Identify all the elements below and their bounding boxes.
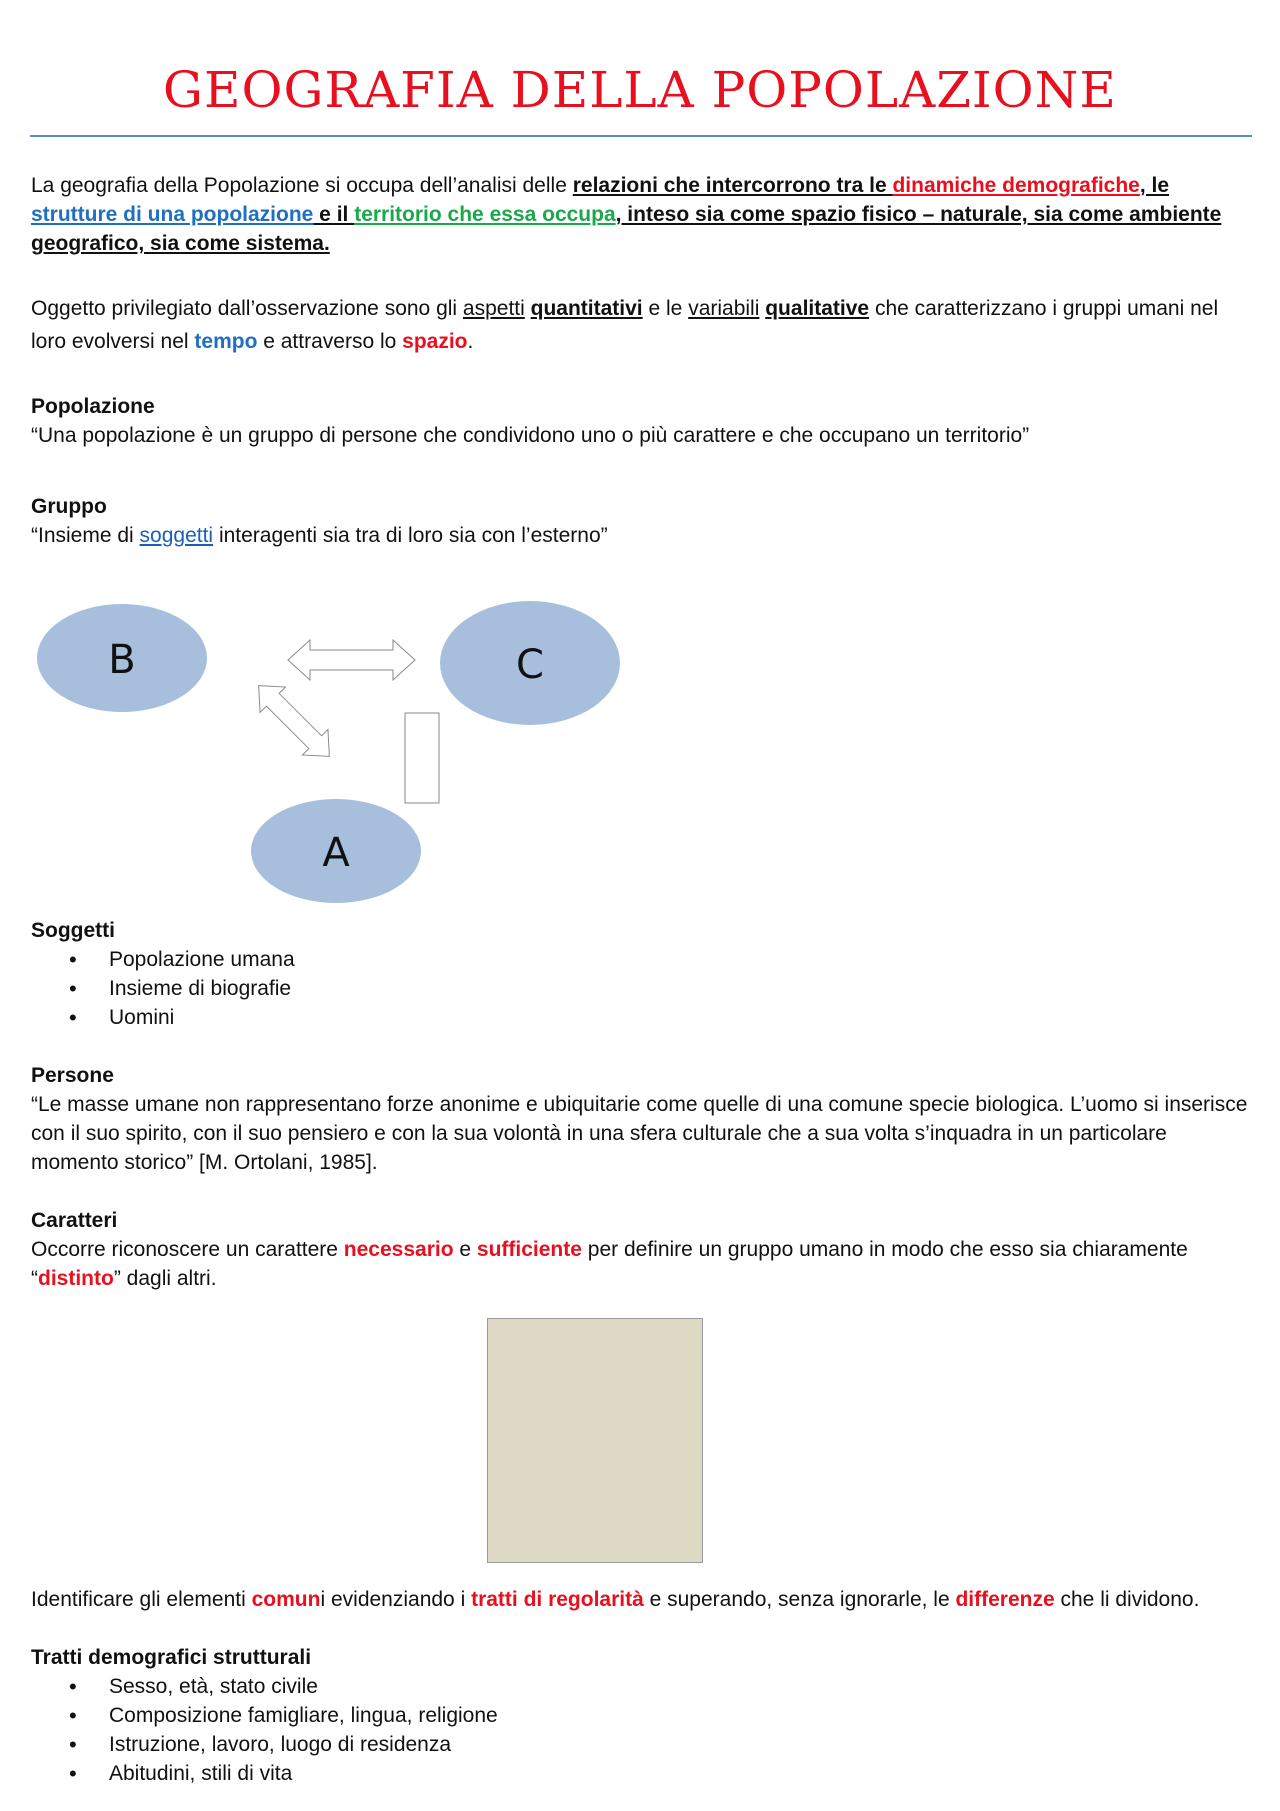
tratti-list (31, 1672, 1253, 1788)
oggetto-qualitative: qualitative (765, 297, 870, 320)
identificare-text-1: Identificare gli elementi (31, 1588, 252, 1611)
list-item: • Abitudini, stili di vita (31, 1759, 1253, 1788)
oggetto-aspetti: aspetti (462, 297, 525, 320)
popolazione-definition: “Una popolazione è un gruppo di persone che condividono uno o più carattere e che occupano un territorio” (31, 424, 1030, 447)
list-item: • Sesso, età, stato civile (31, 1672, 1253, 1701)
intro-text-1: La geografia della Popolazione si occupa dell’analisi delle (31, 174, 573, 197)
oggetto-text-5: e le (642, 297, 689, 320)
gruppo-section (31, 492, 1253, 550)
caratteri-sufficiente: sufficiente (476, 1238, 582, 1261)
caratteri-necessario: necessario (343, 1238, 454, 1261)
oggetto-text-9: che caratterizzano i gruppi umani nel loro evolversi nel (31, 297, 1219, 353)
list-item: • Composizione famigliare, lingua, religione (31, 1701, 1253, 1730)
identificare-paragraph (31, 1585, 1253, 1614)
gruppo-definition (31, 521, 1253, 550)
persone-heading: Persone (31, 1064, 114, 1087)
caratteri-text-5: per definire un gruppo umano in modo che esso sia chiaramente “ (31, 1238, 1188, 1290)
identificare-text-3: i evidenziando i (320, 1588, 472, 1611)
list-item: • Uomini (31, 1003, 1253, 1032)
intro-paragraph (31, 171, 1253, 258)
soggetti-heading: Soggetti (31, 919, 115, 942)
intro-text-2: relazioni che intercorrono tra le (572, 174, 893, 197)
gruppo-text-3: interagenti sia tra di loro sia con l’esterno” (213, 524, 608, 547)
oggetto-variabili: variabili (688, 297, 760, 320)
caratteri-section (31, 1206, 1253, 1293)
intro-text-4: , le (1139, 174, 1170, 197)
tratti-heading: Tratti demografici strutturali (31, 1646, 312, 1669)
persone-quote: “Le masse umane non rappresentano forze anonime e ubiquitarie come quelle di una comune specie biologica. L’uomo si inserisce con il suo spirito, con il suo pensiero e con la sua volontà in una sfera culturale che a sua volta s’inquadra in un particolare momento storico” [M. Ortolani, 1985]. (31, 1093, 1248, 1174)
popolazione-heading: Popolazione (31, 395, 155, 418)
caratteri-text-1: Occorre riconoscere un carattere (31, 1238, 344, 1261)
oggetto-text-11: e attraverso lo (257, 330, 403, 353)
oggetto-text-1: Oggetto privilegiato dall’osservazione sono gli (31, 297, 463, 320)
popolazione-section (31, 392, 1253, 450)
intro-text-8: , inteso sia come spazio fisico – naturale, sia come ambiente geografico, sia come sistema. (31, 203, 1222, 255)
double-arrow-b-a-icon (246, 673, 342, 769)
soggetti-link[interactable]: soggetti (139, 524, 214, 547)
caratteri-text-7: ” dagli altri. (113, 1267, 217, 1290)
soggetti-section (31, 916, 1253, 1032)
identificare-text-5: e superando, senza ignorarle, le (643, 1588, 956, 1611)
caratteri-text (31, 1235, 1253, 1293)
tratti-section (31, 1643, 1253, 1788)
list-item: • Istruzione, lavoro, luogo di residenza (31, 1730, 1253, 1759)
node-c-label: C (516, 642, 544, 688)
oggetto-paragraph (31, 292, 1253, 358)
oggetto-tempo: tempo (194, 330, 258, 353)
caratteri-distinto: distinto (38, 1267, 114, 1290)
soggetti-list (31, 945, 1253, 1032)
double-arrow-b-c-icon (288, 640, 415, 680)
page-title: GEOGRAFIA DELLA POPOLAZIONE (163, 61, 1117, 119)
node-b-label: B (108, 637, 136, 683)
caratteri-heading: Caratteri (31, 1209, 118, 1232)
title-divider (30, 135, 1252, 137)
identificare-comun: comun (251, 1588, 321, 1611)
intro-text-6: e il (313, 203, 355, 226)
image-placeholder (487, 1318, 703, 1563)
intro-strutture: strutture di una popolazione (31, 203, 314, 226)
connector-a-c (405, 713, 439, 803)
list-item: • Insieme di biografie (31, 974, 1253, 1003)
intro-territorio: territorio che essa occupa (354, 203, 616, 226)
oggetto-text-13: . (467, 330, 474, 353)
oggetto-quantitativi: quantitativi (530, 297, 643, 320)
persone-section (31, 1061, 1253, 1177)
identificare-differenze: differenze (955, 1588, 1055, 1611)
oggetto-spazio: spazio (402, 330, 468, 353)
intro-dinamiche: dinamiche demografiche (892, 174, 1140, 197)
gruppo-text-1: “Insieme di (31, 524, 140, 547)
identificare-text-7: che li dividono. (1054, 1588, 1200, 1611)
caratteri-text-3: e (453, 1238, 477, 1261)
gruppo-heading: Gruppo (31, 495, 107, 518)
identificare-tratti: tratti di regolarità (471, 1588, 644, 1611)
node-a-label: A (322, 830, 350, 876)
list-item: • Popolazione umana (31, 945, 1253, 974)
group-interaction-diagram (30, 595, 670, 910)
